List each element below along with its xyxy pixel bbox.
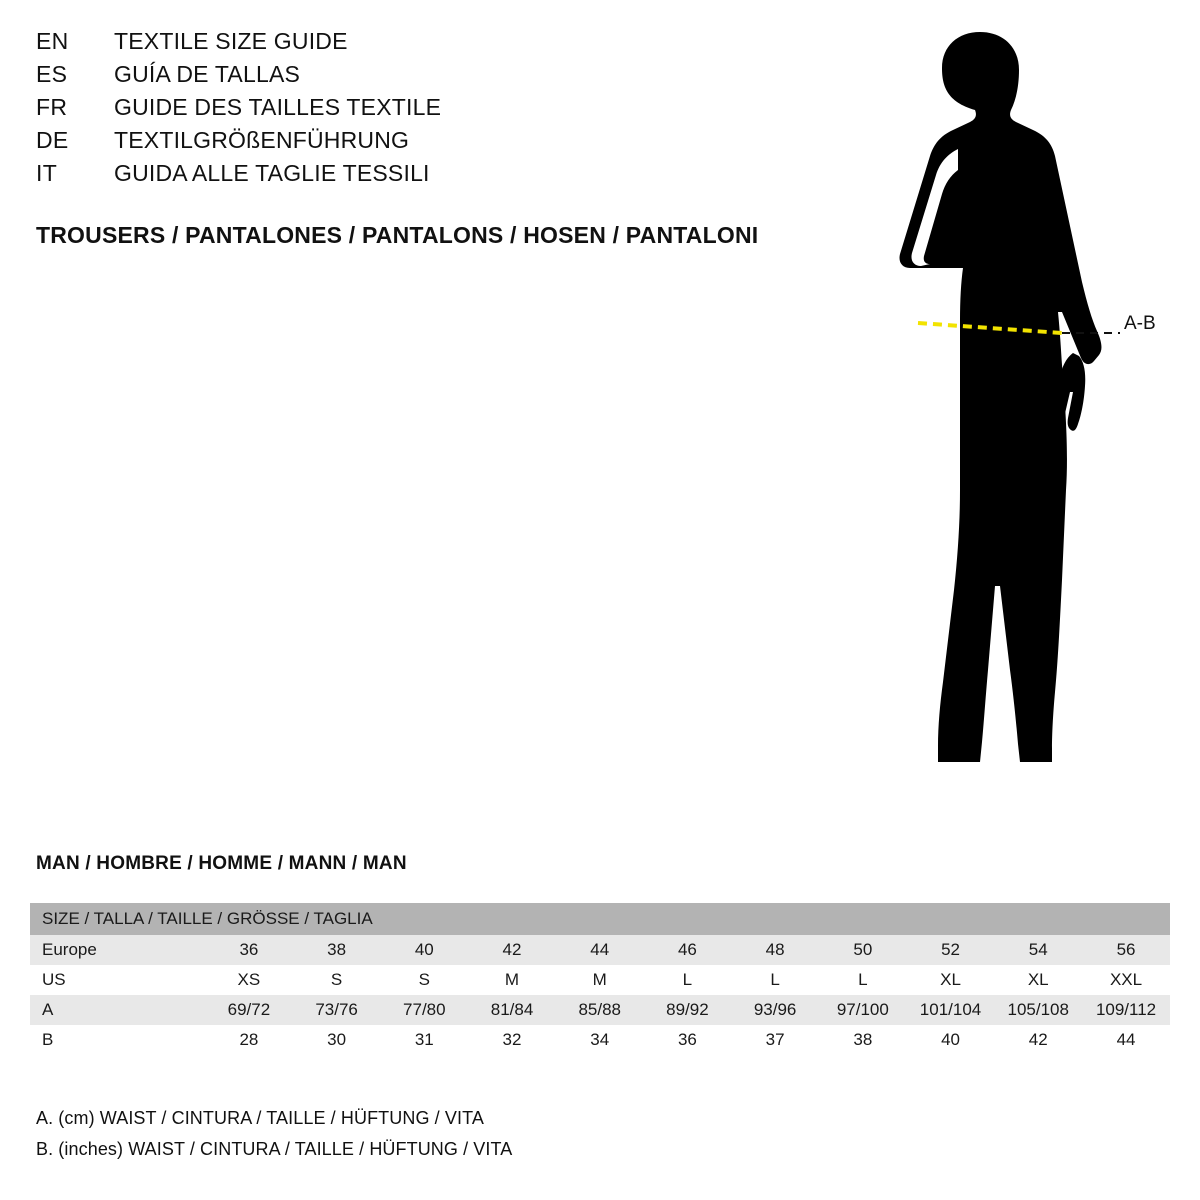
size-table <box>30 903 1170 1055</box>
table-cell: 30 <box>293 1025 381 1055</box>
language-title: TEXTILGRÖßENFÜHRUNG <box>114 127 410 153</box>
row-label: US <box>30 965 205 995</box>
figure-male-silhouette <box>790 20 1190 810</box>
table-cell: 40 <box>380 935 468 965</box>
language-row <box>36 61 796 94</box>
table-cell: M <box>468 965 556 995</box>
table-cell: 34 <box>556 1025 644 1055</box>
table-cell: 38 <box>819 1025 907 1055</box>
table-cell: 73/76 <box>293 995 381 1025</box>
table-cell: 97/100 <box>819 995 907 1025</box>
table-cell: 109/112 <box>1082 995 1170 1025</box>
table-cell: 52 <box>907 935 995 965</box>
silhouette-svg <box>790 20 1190 810</box>
language-title: GUÍA DE TALLAS <box>114 61 301 87</box>
language-row <box>36 160 796 193</box>
table-cell: 44 <box>556 935 644 965</box>
language-row <box>36 94 796 127</box>
language-title: TEXTILE SIZE GUIDE <box>114 28 348 54</box>
language-code: IT <box>36 160 58 186</box>
table-cell: 89/92 <box>644 995 732 1025</box>
table-row <box>30 1025 1170 1055</box>
table-cell: S <box>380 965 468 995</box>
row-label: A <box>30 995 205 1025</box>
row-label: B <box>30 1025 205 1055</box>
table-cell: 54 <box>994 935 1082 965</box>
table-cell: 50 <box>819 935 907 965</box>
language-code: FR <box>36 94 68 120</box>
waist-measure-label: A-B <box>1124 313 1156 334</box>
garment-type-heading: TROUSERS / PANTALONES / PANTALONS / HOSEN / PANTALONI <box>36 222 759 248</box>
table-cell: 56 <box>1082 935 1170 965</box>
table-row <box>30 995 1170 1025</box>
footnotes-block <box>36 1108 512 1170</box>
table-cell: S <box>293 965 381 995</box>
table-cell: 46 <box>644 935 732 965</box>
table-cell: XS <box>205 965 293 995</box>
table-cell: M <box>556 965 644 995</box>
table-cell: 36 <box>205 935 293 965</box>
footnote-a: A. (cm) WAIST / CINTURA / TAILLE / HÜFTUNG / VITA <box>36 1108 484 1128</box>
table-cell: L <box>644 965 732 995</box>
table-row <box>30 935 1170 965</box>
table-cell: 38 <box>293 935 381 965</box>
table-cell: 105/108 <box>994 995 1082 1025</box>
table-row <box>30 965 1170 995</box>
footnote-b: B. (inches) WAIST / CINTURA / TAILLE / HÜFTUNG / VITA <box>36 1139 513 1159</box>
table-cell: 101/104 <box>907 995 995 1025</box>
table-cell: 69/72 <box>205 995 293 1025</box>
language-code: EN <box>36 28 69 54</box>
table-cell: 40 <box>907 1025 995 1055</box>
table-cell: XL <box>907 965 995 995</box>
table-cell: XL <box>994 965 1082 995</box>
table-cell: 44 <box>1082 1025 1170 1055</box>
table-cell: 37 <box>731 1025 819 1055</box>
language-title: GUIDE DES TAILLES TEXTILE <box>114 94 442 120</box>
language-row <box>36 127 796 160</box>
table-header-row <box>30 903 1170 935</box>
table-cell: 77/80 <box>380 995 468 1025</box>
table-cell: 28 <box>205 1025 293 1055</box>
table-cell: 48 <box>731 935 819 965</box>
silhouette-shape <box>899 32 1101 762</box>
row-label: Europe <box>30 935 205 965</box>
language-code: ES <box>36 61 68 87</box>
table-cell: 32 <box>468 1025 556 1055</box>
table-caption: MAN / HOMBRE / HOMME / MANN / MAN <box>36 853 407 874</box>
table-cell: 42 <box>994 1025 1082 1055</box>
table-cell: 93/96 <box>731 995 819 1025</box>
language-title: GUIDA ALLE TAGLIE TESSILI <box>114 160 430 186</box>
table-header-label: SIZE / TALLA / TAILLE / GRÖSSE / TAGLIA <box>30 903 1170 935</box>
table-cell: 36 <box>644 1025 732 1055</box>
table-cell: 42 <box>468 935 556 965</box>
table-cell: 85/88 <box>556 995 644 1025</box>
table-cell: XXL <box>1082 965 1170 995</box>
table-cell: 81/84 <box>468 995 556 1025</box>
table-cell: 31 <box>380 1025 468 1055</box>
language-code: DE <box>36 127 69 153</box>
table-cell: L <box>731 965 819 995</box>
language-row <box>36 28 796 61</box>
language-title-block <box>36 28 796 193</box>
table-cell: L <box>819 965 907 995</box>
